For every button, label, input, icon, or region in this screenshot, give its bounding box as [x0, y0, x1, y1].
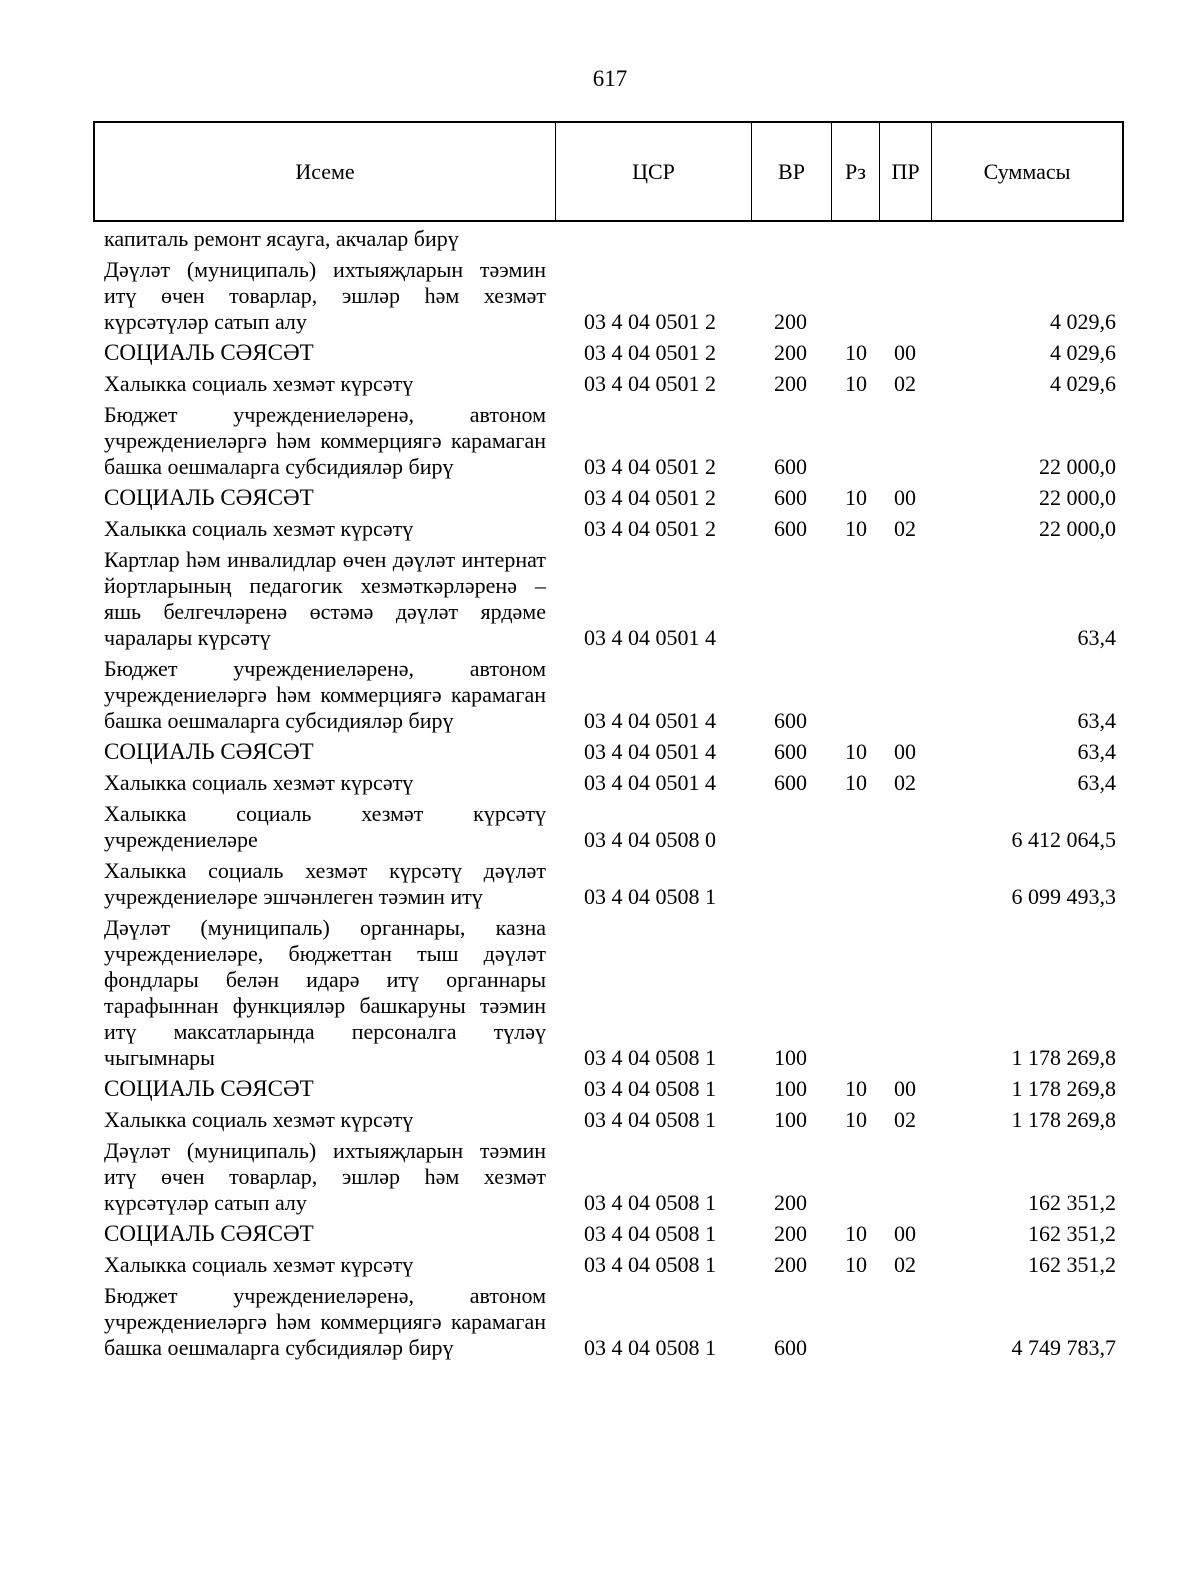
row-name: Халыкка социаль хезмәт күрсәтү учреждениеләре	[104, 801, 546, 852]
table-row	[0, 1219, 1200, 1250]
row-sum: 4 029,6	[1050, 371, 1116, 396]
row-sum: 6 099 493,3	[1011, 884, 1116, 909]
row-sum: 4 749 783,7	[1011, 1335, 1116, 1360]
table-row	[0, 737, 1200, 768]
table-row	[0, 1105, 1200, 1136]
table-row	[0, 338, 1200, 369]
row-csr: 03 4 04 0508 0	[584, 827, 716, 852]
table-row	[0, 255, 1200, 338]
row-rz: 10	[845, 1221, 867, 1246]
row-vr: 600	[774, 454, 807, 479]
row-rz: 10	[845, 485, 867, 510]
row-csr: 03 4 04 0501 2	[584, 516, 716, 541]
row-csr: 03 4 04 0501 2	[584, 485, 716, 510]
row-pr: 02	[894, 1107, 916, 1132]
row-sum: 4 029,6	[1050, 309, 1116, 334]
row-csr: 03 4 04 0501 4	[584, 625, 716, 650]
row-pr: 02	[894, 371, 916, 396]
row-sum: 1 178 269,8	[1011, 1045, 1116, 1070]
row-pr: 00	[894, 739, 916, 764]
row-vr: 200	[774, 1221, 807, 1246]
row-rz: 10	[845, 1076, 867, 1101]
row-name: Халыкка социаль хезмәт күрсәтү	[104, 516, 414, 541]
row-name: Бюджет учреждениеләренә, автоном учреждениеләргә һәм коммерциягә карамаган башка оешмаларга субсидияләр бирү	[104, 1283, 546, 1360]
row-vr: 200	[774, 340, 807, 365]
row-pr: 02	[894, 1252, 916, 1277]
table-header	[93, 121, 1124, 222]
row-vr: 600	[774, 1335, 807, 1360]
row-csr: 03 4 04 0501 4	[584, 708, 716, 733]
row-name: Халыкка социаль хезмәт күрсәтү	[104, 1252, 414, 1277]
row-name: Халыкка социаль хезмәт күрсәтү	[104, 1107, 414, 1132]
row-sum: 4 029,6	[1050, 340, 1116, 365]
row-name: СОЦИАЛЬ СӘЯСӘТ	[104, 485, 314, 510]
row-name: Дәүләт (муниципаль) ихтыяҗларын тәэмин итү өчен товарлар, эшләр һәм хезмәт күрсәтүләр сатып алу	[104, 257, 546, 334]
row-name: Дәүләт (муниципаль) ихтыяҗларын тәэмин итү өчен товарлар, эшләр һәм хезмәт күрсәтүләр сатып алу	[104, 1138, 546, 1215]
row-csr: 03 4 04 0501 2	[584, 371, 716, 396]
row-csr: 03 4 04 0508 1	[584, 884, 716, 909]
table-row	[0, 483, 1200, 514]
header-sum: Суммасы	[983, 158, 1071, 184]
row-csr: 03 4 04 0501 2	[584, 340, 716, 365]
table-row	[0, 856, 1200, 913]
row-name: Картлар һәм инвалидлар өчен дәүләт интернат йортларының педагогик хезмәткәрләренә – яшь белгечләренә өстәмә дәүләт ярдәме чаралары күрсәтү	[104, 547, 546, 650]
row-vr: 600	[774, 708, 807, 733]
table-row	[0, 514, 1200, 545]
row-name: Халыкка социаль хезмәт күрсәтү	[104, 371, 414, 396]
row-sum: 162 351,2	[1028, 1221, 1116, 1246]
row-vr: 200	[774, 371, 807, 396]
page-number: 617	[592, 66, 628, 91]
row-name: СОЦИАЛЬ СӘЯСӘТ	[104, 340, 314, 365]
row-csr: 03 4 04 0508 1	[584, 1107, 716, 1132]
row-vr: 200	[774, 309, 807, 334]
table-row	[0, 369, 1200, 400]
row-rz: 10	[845, 516, 867, 541]
row-vr: 600	[774, 485, 807, 510]
row-sum: 22 000,0	[1039, 485, 1116, 510]
header-pr: ПР	[880, 123, 932, 220]
row-pr: 02	[894, 516, 916, 541]
row-sum: 63,4	[1077, 708, 1116, 733]
row-rz: 10	[845, 1107, 867, 1132]
row-csr: 03 4 04 0508 1	[584, 1190, 716, 1215]
table-row	[0, 799, 1200, 856]
header-vr: ВР	[752, 123, 832, 220]
row-csr: 03 4 04 0501 2	[584, 454, 716, 479]
header-csr: ЦСР	[556, 123, 752, 220]
row-rz: 10	[845, 770, 867, 795]
table-row	[0, 545, 1200, 654]
row-csr: 03 4 04 0508 1	[584, 1252, 716, 1277]
table-row	[0, 1136, 1200, 1219]
row-csr: 03 4 04 0508 1	[584, 1221, 716, 1246]
row-name: СОЦИАЛЬ СӘЯСӘТ	[104, 739, 314, 764]
row-sum: 22 000,0	[1039, 454, 1116, 479]
header-name: Исеме	[95, 123, 556, 220]
row-pr: 00	[894, 485, 916, 510]
row-csr: 03 4 04 0501 4	[584, 739, 716, 764]
row-sum: 22 000,0	[1039, 516, 1116, 541]
table-row	[0, 1281, 1200, 1364]
row-rz: 10	[845, 739, 867, 764]
row-vr: 100	[774, 1107, 807, 1132]
row-pr: 00	[894, 1076, 916, 1101]
row-pr: 00	[894, 1221, 916, 1246]
row-rz: 10	[845, 340, 867, 365]
row-name: Бюджет учреждениеләренә, автоном учреждениеләргә һәм коммерциягә карамаган башка оешмаларга субсидияләр бирү	[104, 656, 546, 733]
row-vr: 600	[774, 516, 807, 541]
row-csr: 03 4 04 0501 2	[584, 309, 716, 334]
row-sum: 63,4	[1077, 625, 1116, 650]
row-vr: 200	[774, 1190, 807, 1215]
row-vr: 100	[774, 1045, 807, 1070]
row-name: Халыкка социаль хезмәт күрсәтү дәүләт учреждениеләре эшчәнлеген тәэмин итү	[104, 858, 546, 909]
table-row	[0, 224, 1200, 255]
row-sum: 162 351,2	[1028, 1190, 1116, 1215]
row-vr: 200	[774, 1252, 807, 1277]
row-sum: 162 351,2	[1028, 1252, 1116, 1277]
row-sum: 6 412 064,5	[1011, 827, 1116, 852]
row-name: СОЦИАЛЬ СӘЯСӘТ	[104, 1076, 314, 1101]
table-row	[0, 1074, 1200, 1105]
row-name: Дәүләт (муниципаль) органнары, казна учреждениеләре, бюджеттан тыш дәүләт фондлары белән идарә итү органнары тарафыннан функцияләр башкаруны тәэмин итү максатларында персоналга түләү чыгымнары	[104, 915, 546, 1070]
table-row	[0, 400, 1200, 483]
row-sum: 1 178 269,8	[1011, 1107, 1116, 1132]
row-pr: 00	[894, 340, 916, 365]
row-rz: 10	[845, 371, 867, 396]
row-csr: 03 4 04 0508 1	[584, 1335, 716, 1360]
table-row	[0, 654, 1200, 737]
row-sum: 1 178 269,8	[1011, 1076, 1116, 1101]
row-pr: 02	[894, 770, 916, 795]
row-vr: 600	[774, 739, 807, 764]
header-rz: Рз	[832, 123, 880, 220]
row-name: Халыкка социаль хезмәт күрсәтү	[104, 770, 414, 795]
row-sum: 63,4	[1077, 739, 1116, 764]
row-name: капиталь ремонт ясауга, акчалар бирү	[104, 226, 459, 251]
table-row	[0, 913, 1200, 1074]
row-vr: 100	[774, 1076, 807, 1101]
row-vr: 600	[774, 770, 807, 795]
table-row	[0, 1250, 1200, 1281]
row-name: СОЦИАЛЬ СӘЯСӘТ	[104, 1221, 314, 1246]
row-rz: 10	[845, 1252, 867, 1277]
row-csr: 03 4 04 0508 1	[584, 1045, 716, 1070]
row-name: Бюджет учреждениеләренә, автоном учреждениеләргә һәм коммерциягә карамаган башка оешмаларга субсидияләр бирү	[104, 402, 546, 479]
table-body	[0, 224, 1200, 1364]
row-sum: 63,4	[1077, 770, 1116, 795]
table-row	[0, 768, 1200, 799]
row-csr: 03 4 04 0501 4	[584, 770, 716, 795]
row-csr: 03 4 04 0508 1	[584, 1076, 716, 1101]
